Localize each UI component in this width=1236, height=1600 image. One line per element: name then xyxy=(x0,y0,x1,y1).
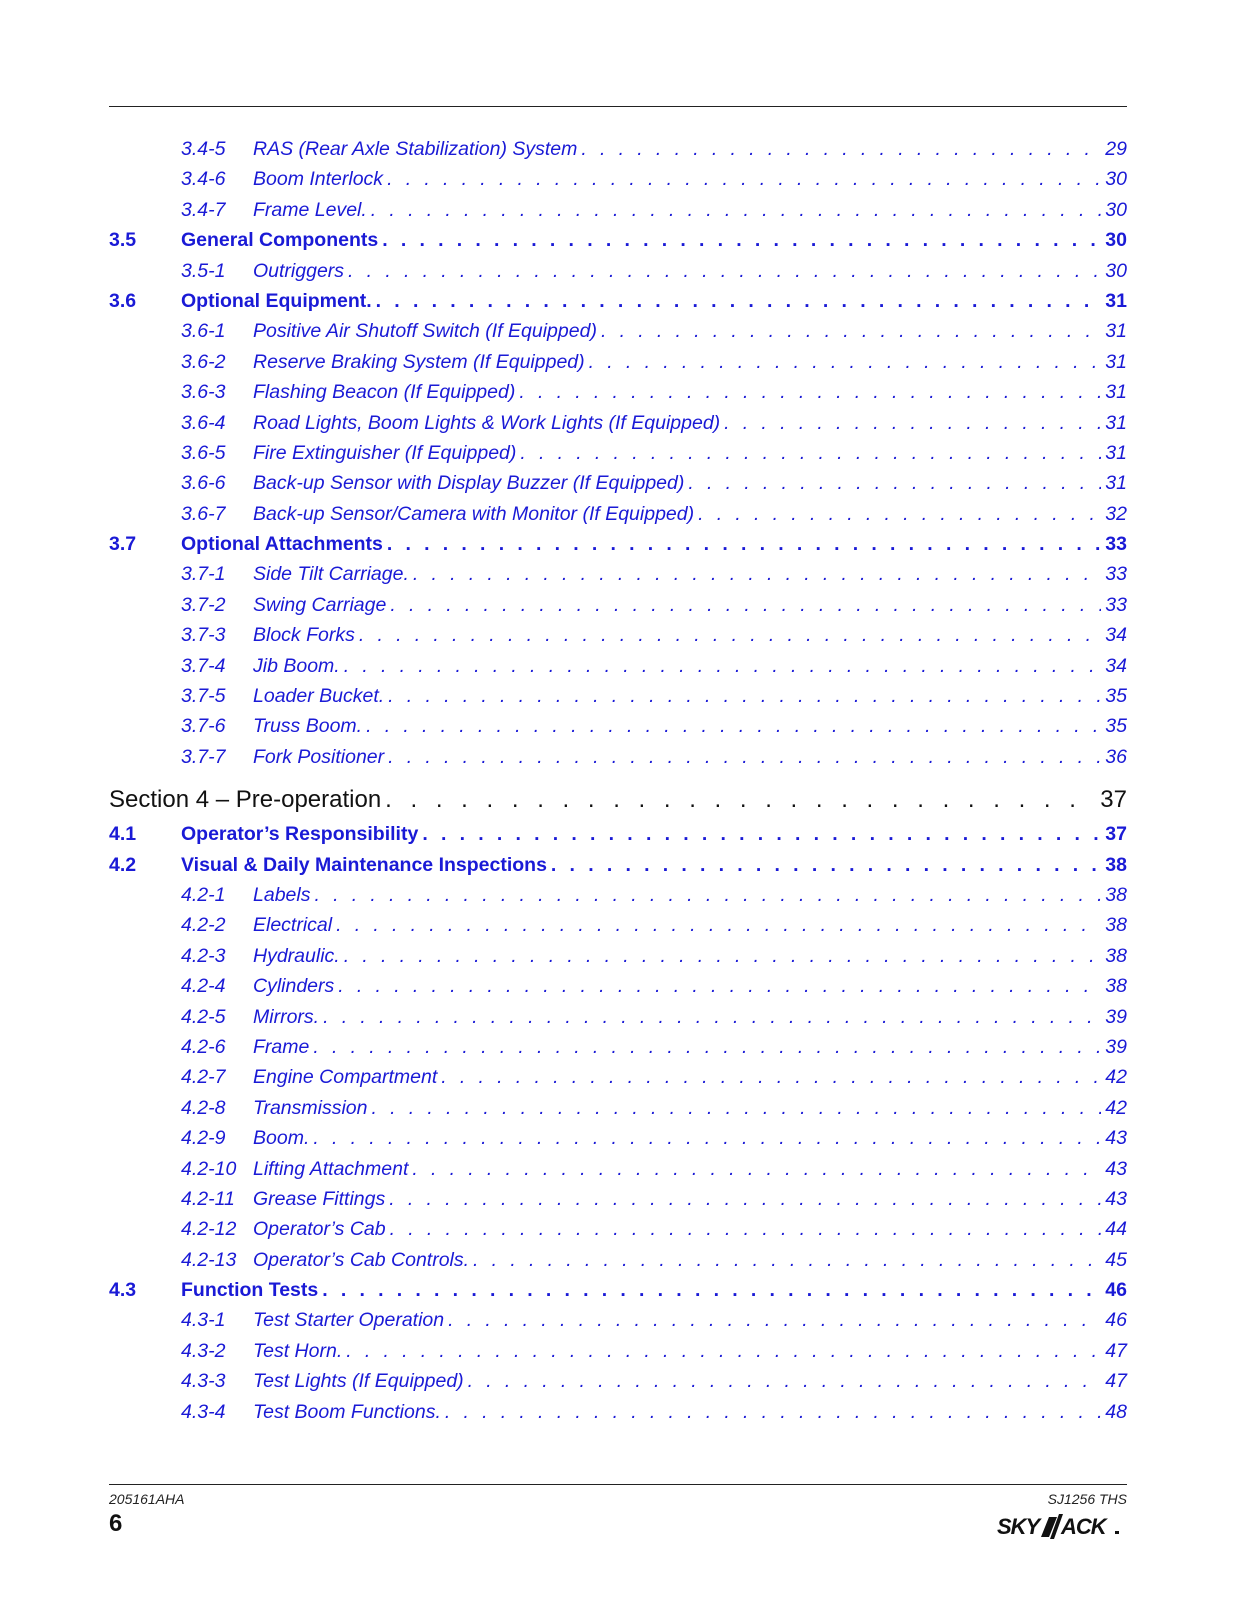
toc-entry-number: 4.2-5 xyxy=(181,1005,226,1028)
toc-entry-title: Visual & Daily Maintenance Inspections xyxy=(181,853,547,876)
toc-subsection-entry[interactable] xyxy=(109,975,1127,1005)
toc-entry-number: 3.7-7 xyxy=(181,745,226,768)
toc-entry-page: 38 xyxy=(1105,975,1127,998)
toc-entry-number: 4.2-12 xyxy=(181,1218,237,1241)
toc-entry-number: 4.3-3 xyxy=(181,1370,226,1393)
toc-entry-number: 4.3-2 xyxy=(181,1339,226,1362)
toc-entry-title: Test Boom Functions. xyxy=(253,1400,441,1423)
toc-subsection-entry[interactable] xyxy=(109,1036,1127,1066)
dot-leader xyxy=(390,594,1101,617)
toc-entry-number: 3.4-6 xyxy=(181,168,226,191)
toc-subsection-entry[interactable] xyxy=(109,945,1127,975)
toc-entry-page: 38 xyxy=(1105,944,1127,967)
toc-entry-title: Frame Level. xyxy=(253,198,367,221)
dot-leader xyxy=(581,138,1101,161)
toc-entry-title: Optional Equipment. xyxy=(181,289,372,312)
dot-leader xyxy=(473,1249,1101,1272)
dot-leader xyxy=(313,1127,1101,1150)
dot-leader xyxy=(366,715,1101,738)
dot-leader xyxy=(348,260,1101,283)
toc-subsection-entry[interactable] xyxy=(109,168,1127,198)
toc-entry-page: 30 xyxy=(1105,168,1127,191)
dot-leader xyxy=(344,945,1102,968)
toc-entry-title: Labels xyxy=(253,883,311,906)
toc-subsection-entry[interactable] xyxy=(109,1188,1127,1218)
toc-entry-page: 31 xyxy=(1105,289,1127,312)
dot-leader xyxy=(371,199,1102,222)
toc-entry-title: Optional Attachments xyxy=(181,533,383,556)
toc-entry-title: Swing Carriage xyxy=(253,593,387,616)
toc-subsection-entry[interactable] xyxy=(109,503,1127,533)
toc-entry-number: 4.2-2 xyxy=(181,914,226,937)
dot-leader xyxy=(382,229,1101,252)
dot-leader xyxy=(346,1340,1101,1363)
toc-entry-page: 42 xyxy=(1105,1066,1127,1089)
toc-subsection-entry[interactable] xyxy=(109,381,1127,411)
toc-entry-title: Reserve Braking System (If Equipped) xyxy=(253,350,585,373)
dot-leader xyxy=(387,533,1101,556)
toc-subsection-entry[interactable] xyxy=(109,472,1127,502)
toc-entry-number: 3.6-6 xyxy=(181,472,226,495)
toc-entry-number: 3.7-3 xyxy=(181,624,226,647)
toc-entry-title: Operator’s Cab xyxy=(253,1218,386,1241)
dot-leader xyxy=(601,320,1101,343)
toc-entry-number: 4.2-11 xyxy=(181,1187,235,1210)
toc-entry-number: 3.7 xyxy=(109,533,137,556)
document-number: 205161AHA xyxy=(109,1491,185,1507)
toc-entry-page: 35 xyxy=(1105,715,1127,738)
toc-subsection-entry[interactable] xyxy=(109,442,1127,472)
toc-block-section-4 xyxy=(109,823,1127,1431)
toc-entry-title: Lifting Attachment xyxy=(253,1157,409,1180)
toc-entry-page: 43 xyxy=(1105,1157,1127,1180)
toc-subsection-entry[interactable] xyxy=(109,563,1127,593)
toc-entry-title: Block Forks xyxy=(253,624,355,647)
toc-entry-page: 47 xyxy=(1105,1339,1127,1362)
dot-leader xyxy=(390,1218,1102,1241)
toc-subsection-entry[interactable] xyxy=(109,655,1127,685)
svg-text:ACK: ACK xyxy=(1061,1514,1106,1539)
toc-entry-number: 3.7-6 xyxy=(181,715,226,738)
toc-subsection-entry[interactable] xyxy=(109,1066,1127,1096)
toc-subsection-entry[interactable] xyxy=(109,1249,1127,1279)
toc-entry-title: Hydraulic. xyxy=(253,944,340,967)
dot-leader xyxy=(323,1006,1101,1029)
dot-leader xyxy=(387,168,1101,191)
toc-entry-number: 3.7-1 xyxy=(181,563,226,586)
toc-entry-number: 3.6 xyxy=(109,289,137,312)
toc-entry-title: Mirrors. xyxy=(253,1005,320,1028)
table-of-contents xyxy=(109,138,1127,1431)
toc-entry-page: 36 xyxy=(1105,745,1127,768)
toc-entry-number: 4.2-10 xyxy=(181,1157,237,1180)
toc-entry-title: Test Starter Operation xyxy=(253,1309,445,1332)
dot-leader xyxy=(322,1279,1101,1302)
toc-subsection-entry[interactable] xyxy=(109,1401,1127,1431)
toc-subsection-entry[interactable] xyxy=(109,412,1127,442)
toc-entry-page: 48 xyxy=(1105,1400,1127,1423)
toc-entry-page: 38 xyxy=(1105,914,1127,937)
toc-entry-page: 30 xyxy=(1105,259,1127,282)
dot-leader xyxy=(338,975,1101,998)
toc-subsection-entry[interactable] xyxy=(109,1370,1127,1400)
toc-entry-page: 43 xyxy=(1105,1127,1127,1150)
dot-leader xyxy=(589,351,1102,374)
toc-entry-number: 3.6-7 xyxy=(181,502,226,525)
toc-subsection-entry[interactable] xyxy=(109,260,1127,290)
toc-entry-title: General Components xyxy=(181,229,379,252)
toc-chapter-page: 37 xyxy=(1100,786,1127,814)
toc-block-section-3 xyxy=(109,138,1127,776)
toc-entry-title: Fire Extinguisher (If Equipped) xyxy=(253,441,517,464)
toc-entry-page: 30 xyxy=(1105,229,1127,252)
dot-leader xyxy=(314,884,1101,907)
toc-entry-title: Cylinders xyxy=(253,975,335,998)
toc-entry-number: 3.7-5 xyxy=(181,685,226,708)
toc-entry-page: 34 xyxy=(1105,624,1127,647)
toc-entry-page: 32 xyxy=(1105,502,1127,525)
toc-entry-number: 4.2-1 xyxy=(181,883,226,906)
toc-entry-page: 39 xyxy=(1105,1005,1127,1028)
toc-entry-page: 33 xyxy=(1105,533,1127,556)
toc-entry-page: 31 xyxy=(1105,472,1127,495)
toc-entry-number: 3.4-7 xyxy=(181,198,226,221)
header-rule xyxy=(109,106,1127,107)
toc-entry-title: Electrical xyxy=(253,914,333,937)
toc-entry-title: Loader Bucket. xyxy=(253,685,385,708)
toc-entry-page: 31 xyxy=(1105,441,1127,464)
toc-entry-number: 4.2-8 xyxy=(181,1096,226,1119)
toc-entry-title: Flashing Beacon (If Equipped) xyxy=(253,381,516,404)
toc-entry-page: 46 xyxy=(1105,1279,1127,1302)
toc-entry-page: 45 xyxy=(1105,1248,1127,1271)
toc-entry-number: 4.2 xyxy=(109,853,137,876)
toc-subsection-entry[interactable] xyxy=(109,624,1127,654)
footer-rule xyxy=(109,1484,1127,1485)
toc-entry-title: Positive Air Shutoff Switch (If Equipped) xyxy=(253,320,597,343)
toc-section-entry[interactable] xyxy=(109,229,1127,259)
toc-section-entry[interactable] xyxy=(109,854,1127,884)
toc-entry-page: 47 xyxy=(1105,1370,1127,1393)
toc-entry-number: 3.5 xyxy=(109,229,137,252)
toc-subsection-entry[interactable] xyxy=(109,1218,1127,1248)
toc-entry-number: 3.7-4 xyxy=(181,654,226,677)
toc-subsection-entry[interactable] xyxy=(109,1127,1127,1157)
toc-entry-number: 3.4-5 xyxy=(181,138,226,160)
toc-entry-title: Test Horn. xyxy=(253,1339,343,1362)
dot-leader xyxy=(388,746,1101,769)
toc-entry-title: RAS (Rear Axle Stabilization) System xyxy=(253,138,578,160)
dot-leader xyxy=(344,655,1102,678)
toc-entry-number: 3.6-5 xyxy=(181,441,226,464)
toc-section-entry[interactable] xyxy=(109,823,1127,853)
toc-entry-number: 4.2-9 xyxy=(181,1127,226,1150)
toc-entry-title: Back-up Sensor with Display Buzzer (If Equipped) xyxy=(253,472,685,495)
toc-entry-number: 4.3-1 xyxy=(181,1309,226,1332)
toc-entry-title: Boom. xyxy=(253,1127,310,1150)
dot-leader xyxy=(336,914,1101,937)
toc-subsection-entry[interactable] xyxy=(109,1158,1127,1188)
toc-subsection-entry[interactable] xyxy=(109,914,1127,944)
toc-entry-title: Boom Interlock xyxy=(253,168,384,191)
toc-entry-title: Transmission xyxy=(253,1096,368,1119)
dot-leader xyxy=(388,685,1101,708)
toc-entry-page: 35 xyxy=(1105,685,1127,708)
toc-subsection-entry[interactable] xyxy=(109,320,1127,350)
toc-entry-number: 3.6-3 xyxy=(181,381,226,404)
dot-leader xyxy=(551,854,1101,877)
dot-leader xyxy=(372,1097,1102,1120)
toc-subsection-entry[interactable] xyxy=(109,351,1127,381)
toc-entry-number: 3.5-1 xyxy=(181,259,226,282)
toc-entry-page: 30 xyxy=(1105,198,1127,221)
dot-leader xyxy=(412,1158,1101,1181)
dot-leader xyxy=(441,1066,1101,1089)
toc-entry-page: 46 xyxy=(1105,1309,1127,1332)
toc-subsection-entry[interactable] xyxy=(109,1006,1127,1036)
toc-entry-page: 37 xyxy=(1105,823,1127,846)
toc-chapter-title: Section 4 – Pre-operation xyxy=(109,786,382,814)
toc-entry-title: Road Lights, Boom Lights & Work Lights (If Equipped) xyxy=(253,411,721,434)
toc-entry-page: 31 xyxy=(1105,381,1127,404)
toc-entry-page: 33 xyxy=(1105,593,1127,616)
dot-leader xyxy=(448,1309,1101,1332)
toc-entry-number: 3.6-1 xyxy=(181,320,226,343)
toc-entry-title: Frame xyxy=(253,1035,310,1058)
toc-entry-number: 3.6-4 xyxy=(181,411,226,434)
toc-entry-title: Operator’s Cab Controls. xyxy=(253,1248,470,1271)
toc-entry-title: Back-up Sensor/Camera with Monitor (If Equipped) xyxy=(253,502,695,525)
toc-entry-title: Grease Fittings xyxy=(253,1187,386,1210)
toc-subsection-entry[interactable] xyxy=(109,1340,1127,1370)
toc-entry-number: 3.6-2 xyxy=(181,350,226,373)
toc-entry-title: Engine Compartment xyxy=(253,1066,438,1089)
model-number: SJ1256 THS xyxy=(1047,1491,1127,1507)
toc-entry-number: 3.7-2 xyxy=(181,593,226,616)
toc-subsection-entry[interactable] xyxy=(109,199,1127,229)
toc-entry-title: Jib Boom. xyxy=(253,654,340,677)
dot-leader xyxy=(688,472,1101,495)
toc-entry-page: 29 xyxy=(1105,138,1127,160)
toc-entry-page: 44 xyxy=(1105,1218,1127,1241)
toc-subsection-entry[interactable] xyxy=(109,715,1127,745)
toc-entry-page: 31 xyxy=(1105,350,1127,373)
toc-chapter-entry[interactable] xyxy=(109,786,1127,821)
toc-entry-number: 4.2-3 xyxy=(181,944,226,967)
toc-entry-number: 4.1 xyxy=(109,823,137,846)
toc-entry-page: 33 xyxy=(1105,563,1127,586)
toc-entry-title: Test Lights (If Equipped) xyxy=(253,1370,464,1393)
toc-entry-page: 42 xyxy=(1105,1096,1127,1119)
toc-entry-title: Operator’s Responsibility xyxy=(181,823,419,846)
toc-section-entry[interactable] xyxy=(109,290,1127,320)
toc-entry-page: 38 xyxy=(1105,883,1127,906)
toc-subsection-entry[interactable] xyxy=(109,685,1127,715)
skyjack-logo xyxy=(997,1512,1127,1540)
dot-leader xyxy=(385,786,1096,814)
dot-leader xyxy=(359,624,1101,647)
toc-entry-number: 4.2-6 xyxy=(181,1035,226,1058)
toc-subsection-entry[interactable] xyxy=(109,746,1127,776)
dot-leader xyxy=(445,1401,1101,1424)
toc-entry-number: 4.2-7 xyxy=(181,1066,226,1089)
dot-leader xyxy=(376,290,1102,313)
page-number: 6 xyxy=(109,1510,123,1537)
toc-entry-number: 4.3-4 xyxy=(181,1400,226,1423)
toc-subsection-entry[interactable] xyxy=(109,1309,1127,1339)
toc-entry-page: 34 xyxy=(1105,654,1127,677)
toc-entry-page: 31 xyxy=(1105,411,1127,434)
toc-entry-title: Fork Positioner xyxy=(253,745,385,768)
toc-entry-number: 4.2-4 xyxy=(181,975,226,998)
dot-leader xyxy=(468,1370,1102,1393)
toc-entry-number: 4.3 xyxy=(109,1279,137,1302)
dot-leader xyxy=(519,381,1101,404)
toc-section-entry[interactable] xyxy=(109,533,1127,563)
dot-leader xyxy=(413,563,1101,586)
toc-entry-page: 31 xyxy=(1105,320,1127,343)
toc-subsection-entry[interactable] xyxy=(109,594,1127,624)
dot-leader xyxy=(422,823,1101,846)
toc-entry-title: Truss Boom. xyxy=(253,715,363,738)
toc-section-entry[interactable] xyxy=(109,1279,1127,1309)
svg-text:SKY: SKY xyxy=(997,1514,1040,1539)
toc-entry-page: 38 xyxy=(1105,853,1127,876)
toc-subsection-entry[interactable] xyxy=(109,884,1127,914)
toc-entry-title: Side Tilt Carriage. xyxy=(253,563,409,586)
toc-subsection-entry[interactable] xyxy=(109,138,1127,168)
dot-leader xyxy=(698,503,1101,526)
toc-entry-page: 43 xyxy=(1105,1187,1127,1210)
toc-entry-title: Outriggers xyxy=(253,259,345,282)
toc-subsection-entry[interactable] xyxy=(109,1097,1127,1127)
dot-leader xyxy=(389,1188,1101,1211)
toc-entry-page: 39 xyxy=(1105,1035,1127,1058)
dot-leader xyxy=(520,442,1101,465)
toc-entry-number: 4.2-13 xyxy=(181,1248,237,1271)
dot-leader xyxy=(724,412,1101,435)
dot-leader xyxy=(313,1036,1101,1059)
toc-entry-title: Function Tests xyxy=(181,1279,319,1302)
